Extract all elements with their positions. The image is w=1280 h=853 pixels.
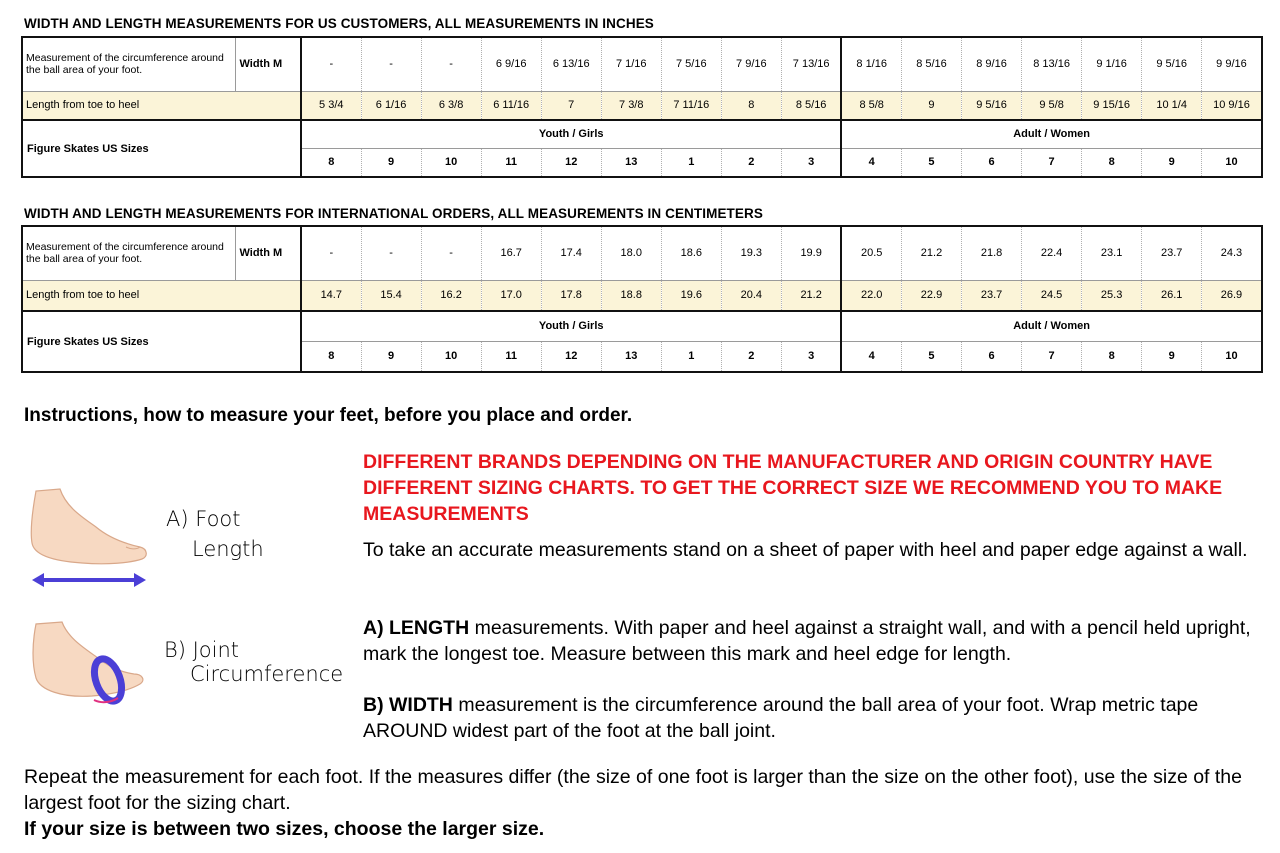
size-value-cell: 11: [481, 148, 541, 177]
group-adult-women: Adult / Women: [841, 120, 1261, 148]
width-value-cell: 8 1/16: [841, 37, 901, 91]
width-value-cell: 18.6: [661, 226, 721, 280]
width-label: Measurement of the circumference around the ball area of your foot.: [22, 226, 235, 280]
length-value-cell: 16.2: [421, 280, 481, 311]
group-youth-girls: Youth / Girls: [301, 120, 841, 148]
width-value-cell: 7 9/16: [721, 37, 781, 91]
us-table-title: WIDTH AND LENGTH MEASUREMENTS FOR US CUSTOMERS, ALL MEASUREMENTS IN INCHES: [24, 16, 654, 31]
size-value-cell: 7: [1022, 148, 1082, 177]
length-value-cell: 22.0: [841, 280, 901, 311]
group-adult-women: Adult / Women: [841, 311, 1261, 341]
length-value-cell: 8 5/8: [841, 91, 901, 120]
length-value-cell: 17.8: [541, 280, 601, 311]
size-value-cell: 6: [962, 341, 1022, 372]
width-value-cell: 23.1: [1082, 226, 1142, 280]
foot-top-icon: [33, 622, 143, 696]
size-value-cell: 9: [1142, 148, 1202, 177]
size-value-cell: 6: [962, 148, 1022, 177]
size-value-cell: 9: [361, 341, 421, 372]
intro-paragraph: To take an accurate measurements stand on a sheet of paper with heel and paper edge against a wall.: [363, 539, 1248, 561]
length-value-cell: 6 3/8: [421, 91, 481, 120]
width-label: Measurement of the circumference around the ball area of your foot.: [22, 37, 235, 91]
width-value-cell: 24.3: [1202, 226, 1262, 280]
length-value-cell: 14.7: [301, 280, 361, 311]
length-value-cell: 18.8: [601, 280, 661, 311]
width-value-cell: 21.8: [962, 226, 1022, 280]
size-value-cell: 9: [1142, 341, 1202, 372]
width-value-cell: 21.2: [901, 226, 961, 280]
length-value-cell: 19.6: [661, 280, 721, 311]
length-value-cell: 21.2: [781, 280, 841, 311]
width-value-cell: 6 9/16: [481, 37, 541, 91]
size-value-cell: 12: [541, 148, 601, 177]
width-value-cell: 9 5/16: [1142, 37, 1202, 91]
length-value-cell: 22.9: [901, 280, 961, 311]
length-value-cell: 17.0: [481, 280, 541, 311]
width-value-cell: -: [361, 226, 421, 280]
length-value-cell: 15.4: [361, 280, 421, 311]
width-text: measurement is the circumference around the ball area of your foot. Wrap metric tape AROUND widest part of the foot at the ball joint.: [363, 694, 1199, 742]
length-value-cell: 7: [541, 91, 601, 120]
length-value-cell: 10 9/16: [1202, 91, 1262, 120]
width-value-cell: 7 1/16: [601, 37, 661, 91]
length-heading: A) LENGTH: [363, 617, 470, 639]
width-value-cell: 20.5: [841, 226, 901, 280]
bottom-notes: [24, 764, 1264, 842]
length-value-cell: 26.9: [1202, 280, 1262, 311]
joint-label-1: B) Joint: [164, 638, 240, 662]
size-value-cell: 8: [1082, 341, 1142, 372]
size-value-cell: 10: [1202, 148, 1262, 177]
size-value-cell: 2: [721, 341, 781, 372]
width-heading: B) WIDTH: [363, 694, 453, 716]
size-value-cell: 13: [601, 148, 661, 177]
width-value-cell: 8 5/16: [901, 37, 961, 91]
size-value-cell: 5: [901, 148, 961, 177]
length-value-cell: 9 5/16: [962, 91, 1022, 120]
sizes-label: Figure Skates US Sizes: [22, 311, 301, 372]
length-value-cell: 20.4: [721, 280, 781, 311]
size-value-cell: 4: [841, 148, 901, 177]
length-value-cell: 24.5: [1022, 280, 1082, 311]
width-value-cell: 18.0: [601, 226, 661, 280]
size-value-cell: 10: [1202, 341, 1262, 372]
width-unit: Width M: [235, 226, 301, 280]
width-value-cell: 7 13/16: [781, 37, 841, 91]
size-value-cell: 1: [661, 341, 721, 372]
size-value-cell: 8: [301, 341, 361, 372]
length-value-cell: 10 1/4: [1142, 91, 1202, 120]
length-value-cell: 6 1/16: [361, 91, 421, 120]
width-value-cell: -: [421, 37, 481, 91]
size-value-cell: 11: [481, 341, 541, 372]
width-value-cell: -: [301, 226, 361, 280]
width-value-cell: 9 9/16: [1202, 37, 1262, 91]
intl-size-table: [21, 225, 1263, 373]
length-label: Length from toe to heel: [22, 280, 301, 311]
length-value-cell: 23.7: [962, 280, 1022, 311]
width-value-cell: 8 13/16: [1022, 37, 1082, 91]
length-value-cell: 8 5/16: [781, 91, 841, 120]
width-value-cell: -: [361, 37, 421, 91]
group-youth-girls: Youth / Girls: [301, 311, 841, 341]
foot-length-label-1: A) Foot: [166, 507, 241, 531]
width-value-cell: -: [421, 226, 481, 280]
width-value-cell: 23.7: [1142, 226, 1202, 280]
width-unit: Width M: [235, 37, 301, 91]
instructions-title: Instructions, how to measure your feet, before you place and order.: [24, 405, 633, 426]
length-paragraph: [363, 615, 1258, 667]
size-value-cell: 1: [661, 148, 721, 177]
width-value-cell: 19.3: [721, 226, 781, 280]
width-value-cell: 6 13/16: [541, 37, 601, 91]
size-value-cell: 13: [601, 341, 661, 372]
length-text: measurements. With paper and heel against a straight wall, and with a pencil held upright, mark the longest toe. Measure between this mark and heel edge for length.: [363, 617, 1251, 665]
size-value-cell: 8: [1082, 148, 1142, 177]
size-value-cell: 4: [841, 341, 901, 372]
length-value-cell: 7 11/16: [661, 91, 721, 120]
joint-label-2: Circumference: [190, 662, 344, 686]
size-value-cell: 7: [1022, 341, 1082, 372]
foot-length-label-2: Length: [192, 537, 264, 561]
size-value-cell: 3: [781, 148, 841, 177]
width-value-cell: 8 9/16: [962, 37, 1022, 91]
length-label: Length from toe to heel: [22, 91, 301, 120]
size-value-cell: 8: [301, 148, 361, 177]
size-value-cell: 12: [541, 341, 601, 372]
length-value-cell: 7 3/8: [601, 91, 661, 120]
length-value-cell: 8: [721, 91, 781, 120]
intl-table-title: WIDTH AND LENGTH MEASUREMENTS FOR INTERNATIONAL ORDERS, ALL MEASUREMENTS IN CENTIMETERS: [24, 206, 763, 221]
width-value-cell: 9 1/16: [1082, 37, 1142, 91]
size-value-cell: 10: [421, 148, 481, 177]
joint-circumference-illustration: [22, 618, 152, 713]
length-value-cell: 9 5/8: [1022, 91, 1082, 120]
repeat-paragraph: Repeat the measurement for each foot. If the measures differ (the size of one foot is larger than the size on the other foot), use the size of the largest foot for the sizing chart.: [24, 766, 1242, 814]
width-value-cell: 22.4: [1022, 226, 1082, 280]
size-value-cell: 9: [361, 148, 421, 177]
between-sizes-note: If your size is between two sizes, choose the larger size.: [24, 818, 545, 840]
length-value-cell: 5 3/4: [301, 91, 361, 120]
length-value-cell: 9: [901, 91, 961, 120]
width-value-cell: 16.7: [481, 226, 541, 280]
foot-side-icon: [31, 489, 146, 564]
width-value-cell: 17.4: [541, 226, 601, 280]
width-value-cell: 7 5/16: [661, 37, 721, 91]
length-value-cell: 25.3: [1082, 280, 1142, 311]
foot-length-illustration: [22, 483, 152, 593]
size-value-cell: 10: [421, 341, 481, 372]
sizing-warning: DIFFERENT BRANDS DEPENDING ON THE MANUFACTURER AND ORIGIN COUNTRY HAVE DIFFERENT SIZING CHARTS. TO GET THE CORRECT SIZE WE RECOMMEND YOU TO MAKE MEASUREMENTS: [363, 451, 1223, 525]
us-size-table: [21, 36, 1263, 178]
size-value-cell: 3: [781, 341, 841, 372]
size-value-cell: 5: [901, 341, 961, 372]
size-value-cell: 2: [721, 148, 781, 177]
width-value-cell: -: [301, 37, 361, 91]
width-value-cell: 19.9: [781, 226, 841, 280]
double-arrow-icon: [32, 573, 146, 587]
sizes-label: Figure Skates US Sizes: [22, 120, 301, 177]
length-value-cell: 6 11/16: [481, 91, 541, 120]
width-paragraph: [363, 692, 1258, 744]
length-value-cell: 9 15/16: [1082, 91, 1142, 120]
length-value-cell: 26.1: [1142, 280, 1202, 311]
